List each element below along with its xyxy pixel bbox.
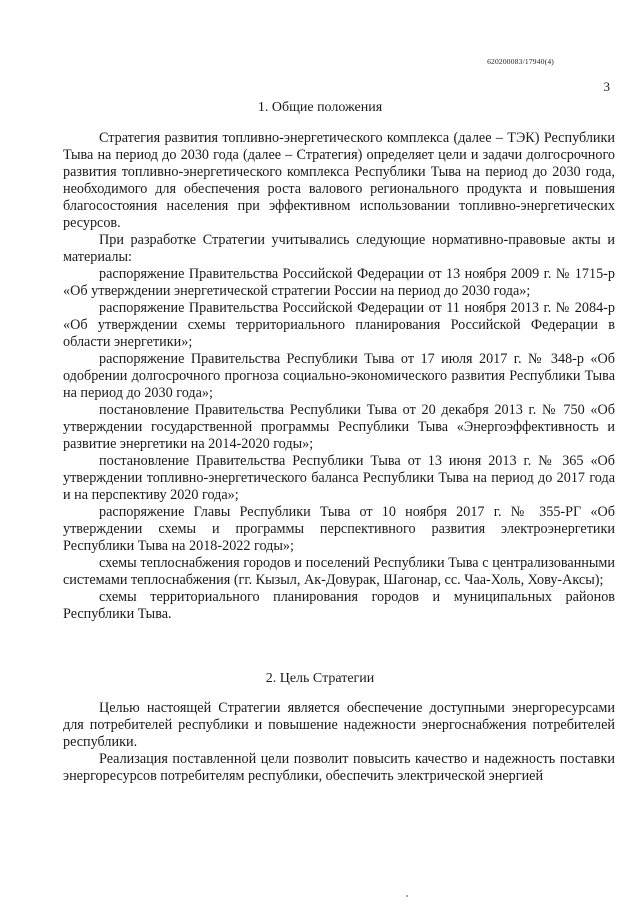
list-item: схемы теплоснабжения городов и поселений Республики Тыва с централизованными системами теплоснабжения (гг. Кызыл, Ак-Довурак, Шагонар, сс. Чаа-Холь, Хову-Аксы);	[63, 555, 615, 588]
paragraph-intro: Стратегия развития топливно-энергетического комплекса (далее – ТЭК) Республики Тыва на период до 2030 года (далее – Стратегия) определяет цели и задачи долгосрочного развития топливно-энергетического комплекса Республики Тыва на период до 2030 года, необходимого для обеспечения роста валового регионального продукта и повышения благосостояния населения при эффективном использовании топливно-энергетических ресурсов.	[63, 130, 615, 231]
paragraph-lead: При разработке Стратегии учитывались следующие нормативно-правовые акты и материалы:	[63, 232, 615, 265]
legal-acts-list	[63, 266, 615, 623]
paragraph-goal: Целью настоящей Стратегии является обеспечение доступными энергоресурсами для потребителей республики и повышение надежности энергоснабжения потребителей республики.	[63, 700, 615, 750]
section-2-title: 2. Цель Стратегии	[265, 671, 375, 686]
list-item: постановление Правительства Республики Тыва от 20 декабря 2013 г. № 750 «Об утверждении государственной программы Республики Тыва «Энергоэффективность и развитие энергетики на 2014-2020 годы»;	[63, 402, 615, 452]
list-item: постановление Правительства Республики Тыва от 13 июня 2013 г. № 365 «Об утверждении топливно-энергетического баланса Республики Тыва на период до 2017 года и на перспективу 2020 года»;	[63, 453, 615, 503]
list-item: распоряжение Правительства Российской Федерации от 11 ноября 2013 г. № 2084-р «Об утверждении схемы территориального планирования Российской Федерации в области энергетики»;	[63, 300, 615, 350]
list-item: распоряжение Правительства Республики Тыва от 17 июля 2017 г. № 348-р «Об одобрении долгосрочного прогноза социально-экономического развития Республики Тыва на период до 2030 года»;	[63, 351, 615, 401]
section-2-body	[63, 700, 615, 785]
list-item: схемы территориального планирования городов и муниципальных районов Республики Тыва.	[63, 589, 615, 622]
section-1-body	[63, 130, 615, 623]
section-1-title: 1. Общие положения	[257, 100, 383, 115]
page-number: 3	[603, 79, 610, 94]
list-item: распоряжение Главы Республики Тыва от 10 ноября 2017 г. № 355-РГ «Об утверждении схемы и программы перспективного развития электроэнергетики Республики Тыва на 2018-2022 годы»;	[63, 504, 615, 554]
paragraph-implementation: Реализация поставленной цели позволит повысить качество и надежность поставки энергоресурсов потребителям республики, обеспечить электрической энергией	[63, 751, 615, 784]
document-number: 620200083/17940(4)	[487, 57, 554, 66]
scan-speck	[406, 895, 408, 897]
list-item: распоряжение Правительства Российской Федерации от 13 ноября 2009 г. № 1715-р «Об утверждении энергетической стратегии России на период до 2030 года»;	[63, 266, 615, 299]
